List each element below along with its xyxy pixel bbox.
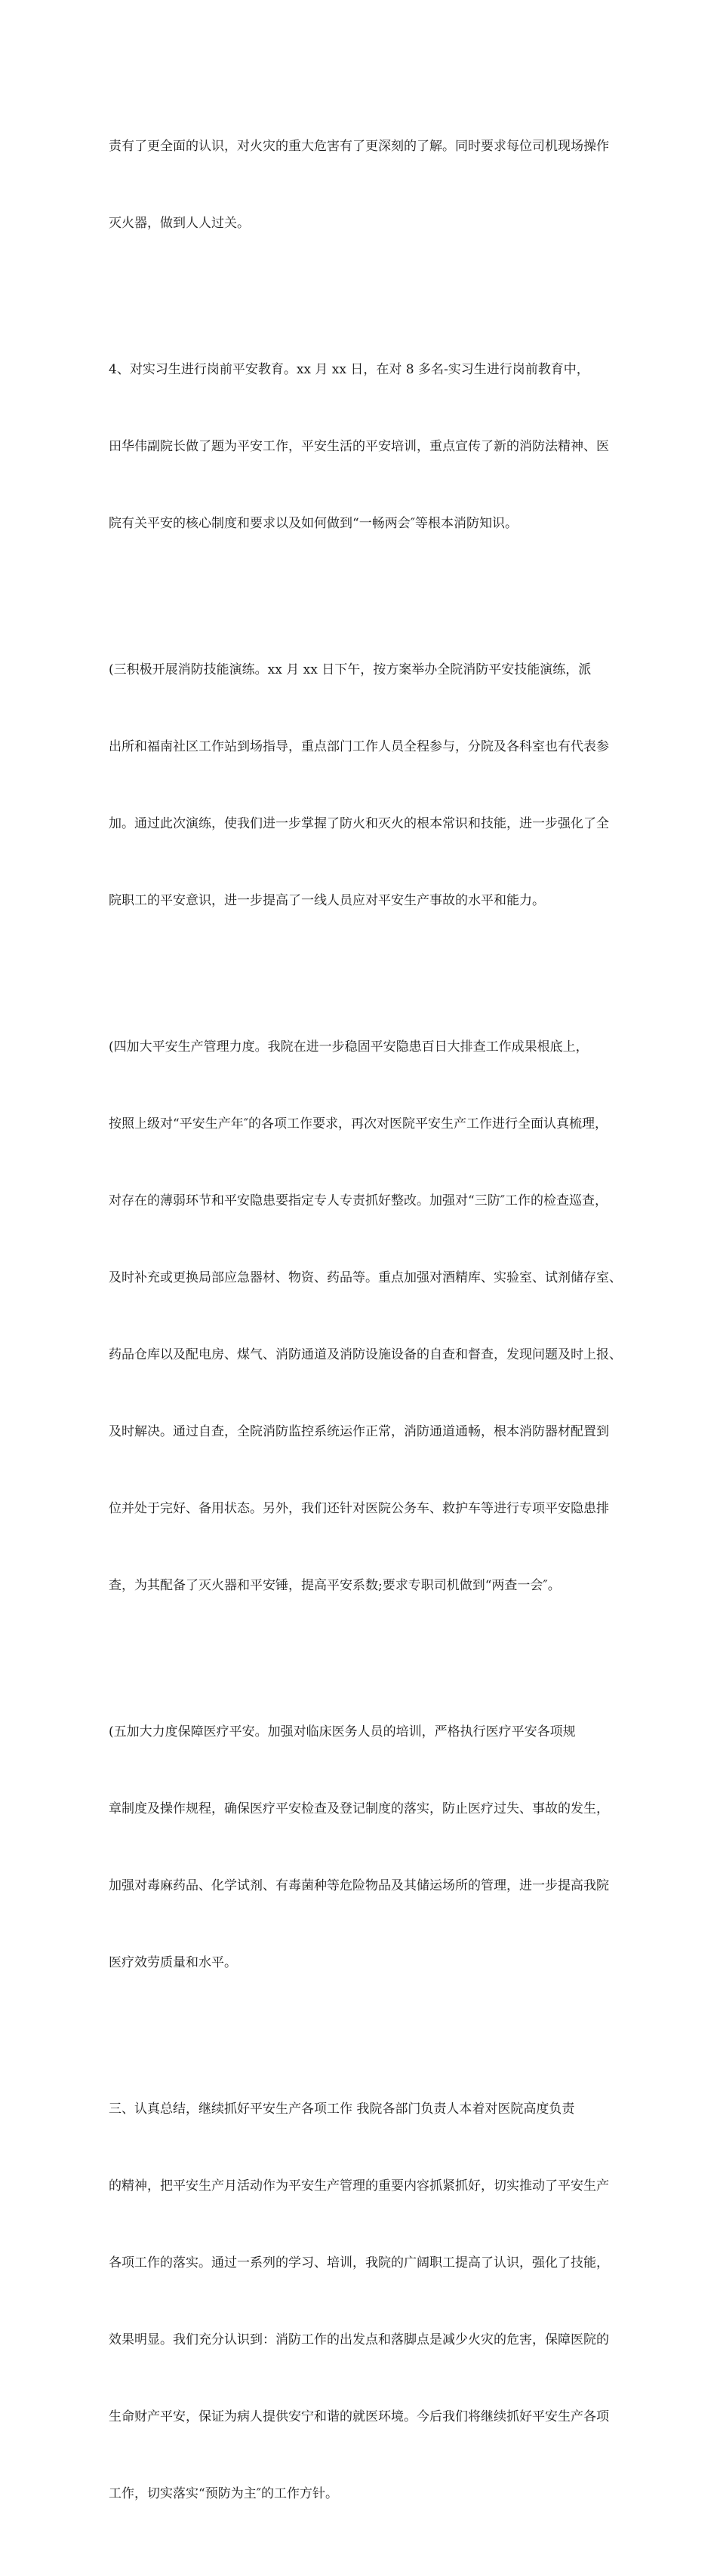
text-line: 出所和福南社区工作站到场指导，重点部门工作人员全程参与，分院及各科室也有代表参 [109,739,609,754]
text-line: 药品仓库以及配电房、煤气、消防通道及消防设施设备的自查和督查，发现问题及时上报、 [109,1347,622,1362]
paragraph-medical-safety [109,1668,613,2027]
paragraph-fire-drill [109,606,613,965]
text-line: 4、对实习生进行岗前平安教育。xx 月 xx 日，在对 8 多名-实习生进行岗前教育中， [109,362,589,377]
paragraph-summary [109,2045,613,2558]
text-line: 灭火器，做到人人过关。 [109,216,250,231]
text-line: 效果明显。我们充分认识到：消防工作的出发点和落脚点是减少火灾的危害，保障医院的 [109,2332,609,2347]
text-line: 章制度及操作规程，确保医疗平安检查及登记制度的落实，防止医疗过失、事故的发生， [109,1801,609,1816]
text-line: 医疗效劳质量和水平。 [109,1955,237,1970]
text-line: 工作，切实落实“预防为主″的工作方针。 [109,2486,339,2501]
text-line: 的精神，把平安生产月活动作为平安生产管理的重要内容抓紧抓好，切实推动了平安生产 [109,2178,609,2194]
text-line: (四加大平安生产管理力度。我院在进一步稳固平安隐患百日大排查工作成果根底上， [109,1039,589,1055]
text-line: 及时解决。通过自查，全院消防监控系统运作正常，消防通道通畅，根本消防器材配置到 [109,1424,609,1439]
text-line: (三积极开展消防技能演练。xx 月 xx 日下午，按方案举办全院消防平安技能演练，派 [109,662,592,677]
text-line: 位并处于完好、备用状态。另外，我们还针对医院公务车、救护车等进行专项平安隐患排 [109,1501,609,1516]
text-line: 各项工作的落实。通过一系列的学习、培训，我院的广阔职工提高了认识，强化了技能， [109,2255,609,2271]
paragraph-intern-safety-education [109,305,613,588]
text-line: (五加大力度保障医疗平安。加强对临床医务人员的培训，严格执行医疗平安各项规 [109,1724,576,1739]
paragraph-safety-management [109,983,622,1650]
text-line: 查，为其配备了灭火器和平安锤，提高平安系数;要求专职司机做到“两查一会″。 [109,1578,561,1593]
text-line: 对存在的薄弱环节和平安隐患要指定专人专责抓好整改。加强对“三防″工作的检查巡查， [109,1193,608,1208]
text-line: 田华伟副院长做了题为平安工作，平安生活的平安培训，重点宣传了新的消防法精神、医 [109,439,609,454]
text-line: 加。通过此次演练，使我们进一步掌握了防火和灭火的根本常识和技能，进一步强化了全 [109,816,609,831]
text-line: 院职工的平安意识，进一步提高了一线人员应对平安生产事故的水平和能力。 [109,893,545,908]
text-line: 院有关平安的核心制度和要求以及如何做到“一畅两会″等根本消防知识。 [109,516,519,531]
text-line: 三、认真总结，继续抓好平安生产各项工作 我院各部门负责人本着对医院高度负责 [109,2102,575,2117]
text-line: 及时补充或更换局部应急器材、物资、药品等。重点加强对酒精库、实验室、试剂储存室、 [109,1270,622,1285]
text-line: 按照上级对“平安生产年″的各项工作要求，再次对医院平安生产工作进行全面认真梳理， [109,1116,608,1131]
text-line: 责有了更全面的认识，对火灾的重大危害有了更深刻的了解。同时要求每位司机现场操作 [109,139,609,154]
paragraph-fire-awareness [109,82,613,287]
text-line: 加强对毒麻药品、化学试剂、有毒菌种等危险物品及其储运场所的管理，进一步提高我院 [109,1878,609,1893]
text-line: 生命财产平安，保证为病人提供安宁和谐的就医环境。今后我们将继续抓好平安生产各项 [109,2409,609,2424]
document-body [109,82,622,2576]
